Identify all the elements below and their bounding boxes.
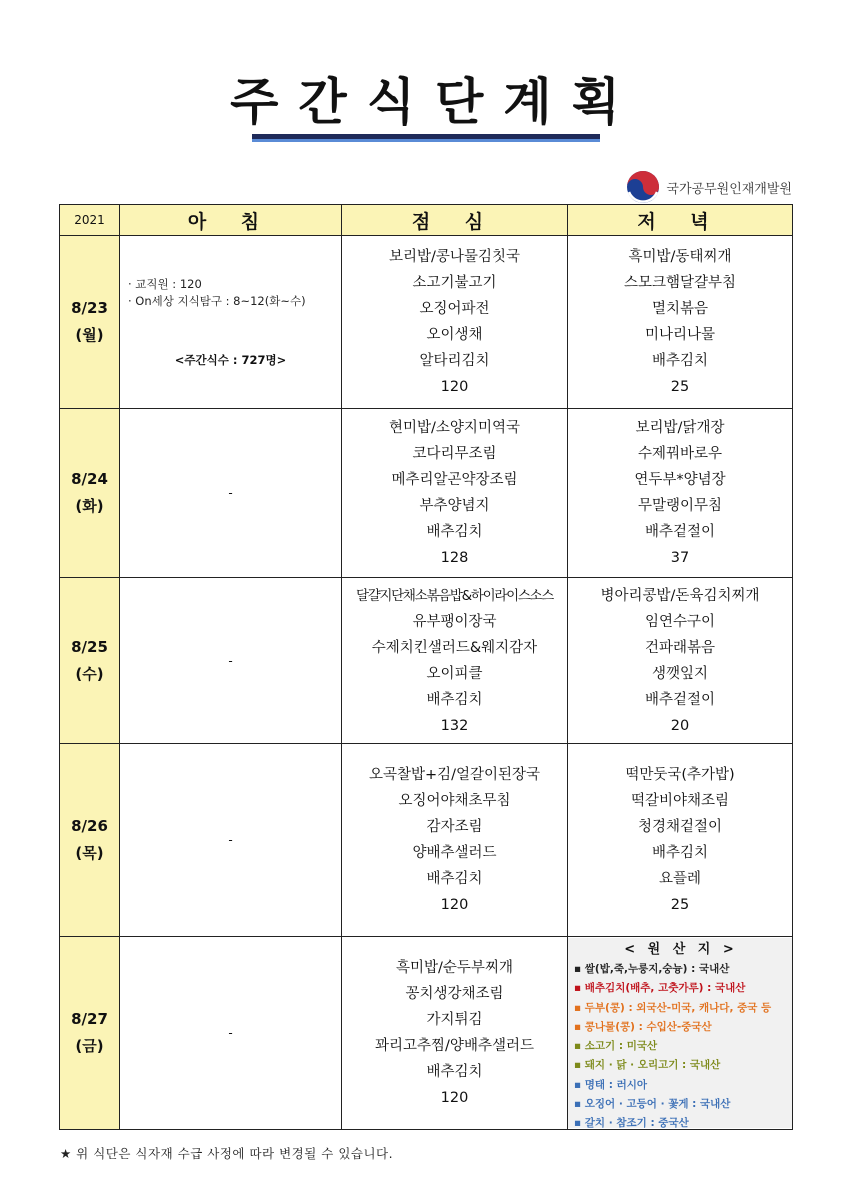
meal-count: 120 (440, 1090, 469, 1106)
dinner-header: 저 녁 (568, 205, 793, 236)
menu-item: 코다리무조림 (412, 446, 497, 462)
menu-item: 흑미밥/동태찌개 (628, 249, 732, 265)
day-date: 8/24 (71, 470, 108, 488)
table-row (60, 937, 793, 1130)
table-row (60, 236, 793, 409)
breakfast-cell (120, 236, 342, 409)
day-date: 8/25 (71, 637, 108, 656)
menu-item: 가지튀김 (426, 1012, 483, 1028)
weekly-menu-table (59, 204, 793, 1130)
origin-item: ▪ 오징어 · 고등어 · 꽃게 : 국내산 (574, 1098, 731, 1111)
table-row (60, 578, 793, 744)
meal-count: 120 (440, 897, 469, 913)
breakfast-cell: - (120, 409, 342, 578)
origin-title: < 원 산 지 > (624, 942, 738, 957)
origin-cell (568, 937, 793, 1130)
day-cell (60, 236, 120, 409)
day-cell (60, 409, 120, 578)
menu-item: 배추김치 (426, 871, 483, 887)
menu-item: 꽈리고추찜/양배추샐러드 (375, 1038, 534, 1054)
menu-item: 양배추샐러드 (412, 845, 497, 861)
dinner-cell (568, 578, 793, 744)
menu-item: 감자조림 (426, 819, 483, 835)
origin-item: ▪ 갈치 · 참조기 : 중국산 (574, 1117, 689, 1128)
day-weekday: (수) (75, 664, 104, 683)
breakfast-cell: - (120, 578, 342, 744)
meal-count: 128 (440, 550, 469, 566)
menu-item: 흑미밥/순두부찌개 (396, 960, 513, 976)
menu-item: 배추김치 (651, 845, 709, 861)
menu-item: 생깻잎지 (651, 665, 709, 682)
menu-item: 현미밥/소양지미역국 (389, 420, 520, 436)
menu-item: 알타리김치 (419, 353, 490, 369)
day-weekday: (금) (75, 1037, 104, 1055)
menu-item: 달걀지단채소볶음밥&하이라이스소스 (355, 587, 554, 604)
day-weekday: (화) (75, 497, 104, 515)
menu-item: 무말랭이무침 (637, 498, 723, 514)
lunch-cell (342, 744, 568, 937)
org-name: 국가공무원인재개발원 (666, 181, 792, 197)
taegeuk-logo-icon (626, 170, 660, 204)
lunch-cell (342, 937, 568, 1130)
day-weekday: (목) (75, 844, 104, 862)
menu-item: 오이생채 (426, 327, 483, 343)
menu-item: 건파래볶음 (644, 639, 716, 656)
lunch-cell (342, 578, 568, 744)
origin-item: ▪ 명태 : 러시아 (574, 1078, 647, 1091)
menu-item: 부추양념지 (419, 498, 490, 514)
meal-count: 20 (670, 717, 690, 734)
meal-count: 132 (440, 717, 469, 734)
menu-item: 꽁치생강채조림 (405, 986, 504, 1002)
menu-item: 배추김치 (426, 1064, 483, 1080)
menu-item: 배추김치 (426, 691, 483, 708)
meal-count: 37 (670, 550, 690, 566)
day-cell (60, 578, 120, 744)
dinner-cell (568, 236, 793, 409)
menu-item: 보리밥/닭개장 (635, 420, 725, 436)
breakfast-note: · On세상 지식탐구 : 8~12(화~수) (128, 294, 306, 308)
menu-item: 오곡찰밥+김/얼갈이된장국 (368, 767, 541, 783)
menu-item: 오징어야채초무침 (398, 793, 511, 809)
meal-count: 25 (670, 379, 690, 395)
menu-item: 배추김치 (651, 353, 709, 369)
menu-item: 청경채겉절이 (637, 819, 723, 835)
menu-item: 메추리알곤약장조림 (391, 472, 518, 488)
menu-item: 오이피클 (426, 665, 483, 682)
origin-item: ▪ 쌀(밥,죽,누룽지,숭늉) : 국내산 (574, 963, 730, 975)
origin-info-box (568, 938, 792, 1128)
table-row (60, 744, 793, 937)
menu-item: 임연수구이 (644, 613, 716, 630)
menu-item: 병아리콩밥/돈육김치찌개 (600, 587, 760, 604)
breakfast-note: · 교직원 : 120 (128, 277, 202, 291)
menu-item: 배추겉절이 (644, 524, 716, 540)
menu-item: 떡갈비야채조림 (630, 793, 730, 809)
footnote: ★ 위 식단은 식자재 수급 사정에 따라 변경될 수 있습니다. (60, 1146, 394, 1161)
menu-item: 미나리나물 (644, 327, 716, 343)
day-date: 8/27 (71, 1010, 108, 1028)
meal-count: 120 (440, 379, 469, 395)
menu-item: 요플레 (658, 871, 702, 887)
menu-item: 소고기불고기 (412, 275, 497, 291)
origin-item: ▪ 소고기 : 미국산 (574, 1040, 658, 1053)
origin-item: ▪ 배추김치(배추, 고춧가루) : 국내산 (574, 982, 746, 995)
dinner-cell (568, 744, 793, 937)
menu-item: 오징어파전 (419, 301, 490, 317)
breakfast-cell: - (120, 744, 342, 937)
menu-item: 수제꿔바로우 (637, 446, 723, 462)
menu-item: 배추겉절이 (644, 691, 716, 708)
lunch-header: 점 심 (342, 205, 568, 236)
weekly-meal-count: <주간식수 : 727명> (174, 353, 287, 367)
day-weekday: (월) (75, 326, 104, 344)
menu-item: 수제치킨샐러드&웨지감자 (371, 639, 538, 656)
day-date: 8/23 (71, 299, 108, 317)
meal-count: 25 (670, 897, 690, 913)
table-header-row (60, 205, 793, 236)
origin-item: ▪ 두부(콩) : 외국산-미국, 캐나다, 중국 등 (574, 1001, 772, 1014)
menu-item: 떡만둣국(추가밥) (625, 767, 735, 783)
table-row (60, 409, 793, 578)
org-header (626, 170, 792, 204)
origin-item: ▪ 콩나물(콩) : 수입산-중국산 (574, 1020, 712, 1033)
breakfast-cell: - (120, 937, 342, 1130)
breakfast-header: 아 침 (120, 205, 342, 236)
origin-item: ▪ 돼지 · 닭 · 오리고기 : 국내산 (574, 1059, 721, 1072)
menu-item: 스모크햄달걀부침 (623, 275, 737, 291)
day-cell (60, 744, 120, 937)
page-title: 주간식단계획 (230, 73, 640, 131)
dinner-cell (568, 409, 793, 578)
lunch-cell (342, 409, 568, 578)
menu-item: 배추김치 (426, 524, 483, 540)
menu-item: 연두부*양념장 (634, 472, 726, 488)
day-cell (60, 937, 120, 1130)
day-date: 8/26 (71, 817, 108, 835)
year-header: 2021 (60, 205, 120, 236)
menu-item: 유부팽이장국 (412, 613, 497, 630)
title-underline-accent (252, 139, 600, 142)
lunch-cell (342, 236, 568, 409)
menu-item: 보리밥/콩나물김칫국 (389, 249, 520, 265)
menu-item: 멸치볶음 (651, 301, 709, 317)
